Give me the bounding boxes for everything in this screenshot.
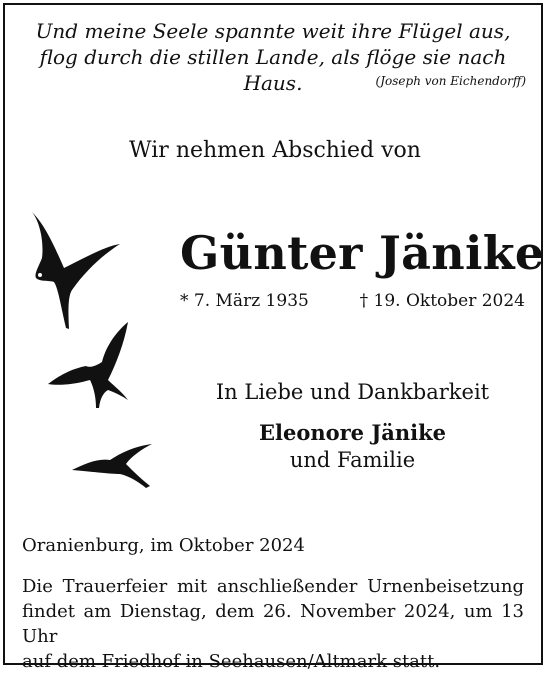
service-line-2: findet am Dienstag, dem 26. November 2024, um 13 Uhr xyxy=(22,601,524,647)
swallow-icon xyxy=(46,320,136,410)
swallow-icon xyxy=(28,210,128,335)
quote-line-1: Und meine Seele spannte weit ihre Flügel aus, xyxy=(35,19,511,43)
birth-date: * 7. März 1935 xyxy=(180,291,309,311)
quote-line-2: flog durch die stillen Lande, als flöge sie nach Haus. xyxy=(39,45,507,95)
death-date: † 19. Oktober 2024 xyxy=(359,291,525,311)
quote-author: (Joseph von Eichendorff) xyxy=(375,74,526,88)
mourner-family: und Familie xyxy=(289,448,416,472)
intro-text: Wir nehmen Abschied von xyxy=(129,138,421,163)
swallow-icon xyxy=(70,440,160,490)
quote xyxy=(20,18,526,96)
service-line-3: auf dem Friedhof in Seehausen/Altmark statt. xyxy=(22,651,441,672)
place-date: Oranienburg, im Oktober 2024 xyxy=(22,535,305,556)
service-info xyxy=(22,574,524,674)
deceased-name: Günter Jänike xyxy=(180,226,545,280)
mourners-line: In Liebe und Dankbarkeit xyxy=(215,380,490,404)
service-line-1: Die Trauerfeier mit anschließender Urnenbeisetzung xyxy=(22,576,524,597)
mourner-name: Eleonore Jänike xyxy=(258,420,447,445)
